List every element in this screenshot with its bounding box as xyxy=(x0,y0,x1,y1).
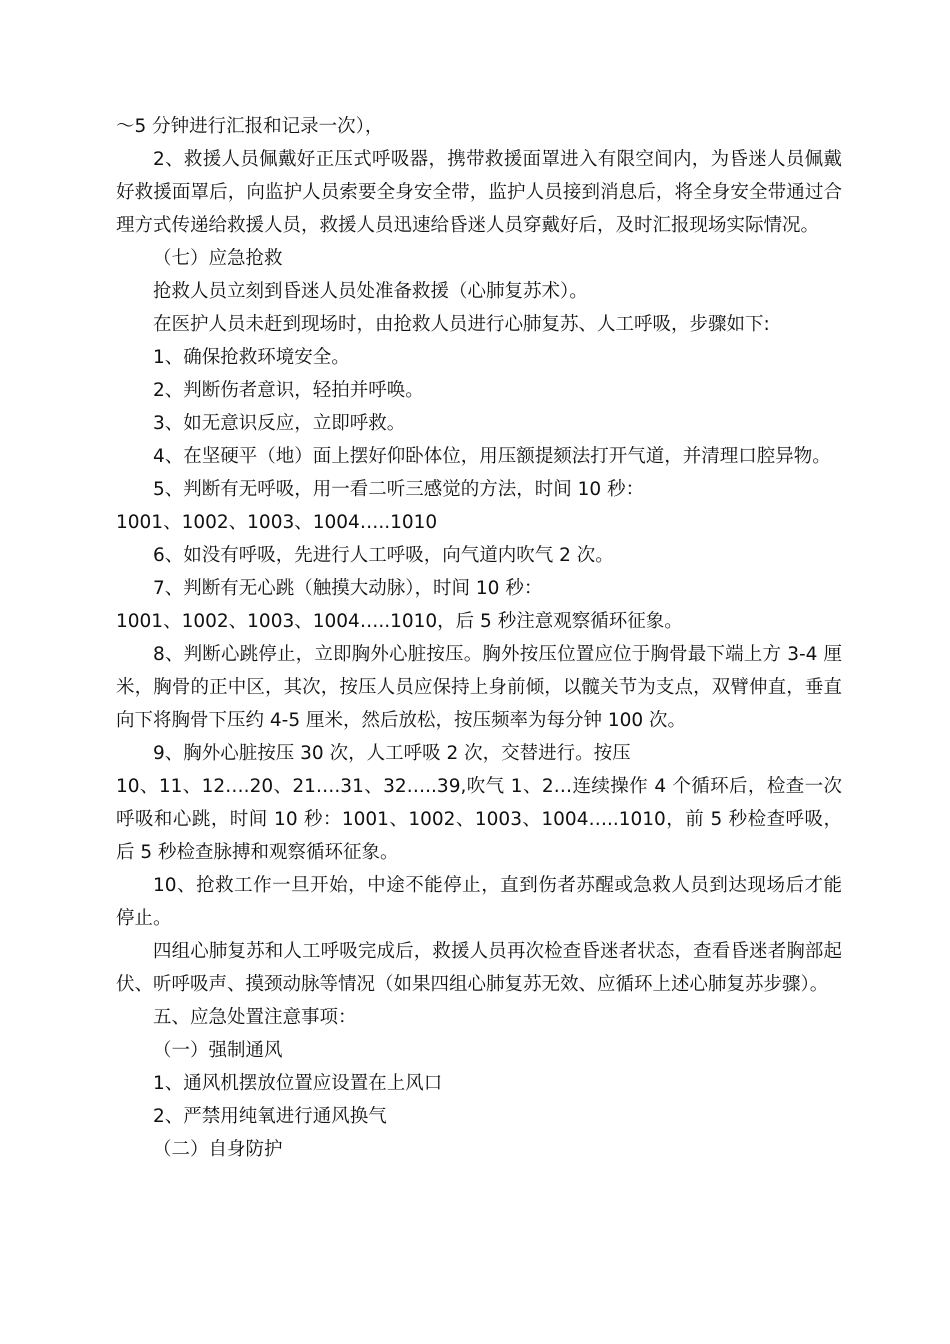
step-9: 9、胸外心脏按压 30 次，人工呼吸 2 次，交替进行。按压 xyxy=(153,743,631,764)
subsection-heading-self-protection: （二）自身防护 xyxy=(153,1139,283,1160)
section-heading-emergency-rescue: （七）应急抢救 xyxy=(153,248,283,269)
step-2: 2、判断伤者意识，轻拍并呼唤。 xyxy=(153,380,424,401)
step-8: 8、判断心跳停止，立即胸外心脏按压。胸外按压位置应位于胸骨最下端上方 3-4 厘米，胸骨的正中区，其次，按压人员应保持上身前倾，以髋关节为支点，双臂伸直，垂直向下将胸骨下压约 4-5 厘米，然后放松，按压频率为每分钟 100 次。 xyxy=(116,644,842,731)
paragraph-4: 在医护人员未赶到现场时，由抢救人员进行心肺复苏、人工呼吸，步骤如下: xyxy=(153,314,770,335)
step-6: 6、如没有呼吸，先进行人工呼吸，向气道内吹气 2 次。 xyxy=(153,545,614,566)
step-5: 5、判断有无呼吸，用一看二听三感觉的方法，时间 10 秒： xyxy=(153,479,645,500)
ventilation-item-2: 2、严禁用纯氧进行通风换气 xyxy=(153,1106,387,1127)
section-heading-precautions: 五、应急处置注意事项： xyxy=(153,1007,357,1028)
step-5-count: 1001、1002、1003、1004…..1010 xyxy=(116,512,438,533)
step-3: 3、如无意识反应，立即呼救。 xyxy=(153,413,406,434)
step-9-count: 10、11、12….20、21….31、32…..39,吹气 1、2…连续操作 4 个循环后，检查一次呼吸和心跳，时间 10 秒：1001、1002、1003、1004…..1010，前 5 秒检查呼吸，后 5 秒检查脉搏和观察循环征象。 xyxy=(116,776,842,863)
document-page xyxy=(116,110,842,1166)
step-7-count: 1001、1002、1003、1004…..1010，后 5 秒注意观察循环征象。 xyxy=(116,611,683,632)
step-10: 10、抢救工作一旦开始，中途不能停止，直到伤者苏醒或急救人员到达现场后才能停止。 xyxy=(116,875,842,929)
step-4: 4、在坚硬平（地）面上摆好仰卧体位，用压额提颏法打开气道，并清理口腔异物。 xyxy=(153,446,831,467)
step-7: 7、判断有无心跳（触摸大动脉），时间 10 秒： xyxy=(153,578,543,599)
step-1: 1、确保抢救环境安全。 xyxy=(153,347,350,368)
paragraph-0: ～5 分钟进行汇报和记录一次）， xyxy=(116,116,384,137)
subsection-heading-ventilation: （一）强制通风 xyxy=(153,1040,283,1061)
paragraph-18: 四组心肺复苏和人工呼吸完成后，救援人员再次检查昏迷者状态，查看昏迷者胸部起伏、听呼吸声、摸颈动脉等情况（如果四组心肺复苏无效、应循环上述心肺复苏步骤）。 xyxy=(116,941,842,995)
ventilation-item-1: 1、通风机摆放位置应设置在上风口 xyxy=(153,1073,443,1094)
paragraph-1: 2、救援人员佩戴好正压式呼吸器，携带救援面罩进入有限空间内，为昏迷人员佩戴好救援面罩后，向监护人员索要全身安全带，监护人员接到消息后，将全身安全带通过合理方式传递给救援人员，救援人员迅速给昏迷人员穿戴好后，及时汇报现场实际情况。 xyxy=(116,149,842,236)
paragraph-3: 抢救人员立刻到昏迷人员处准备救援（心肺复苏术）。 xyxy=(153,281,588,302)
